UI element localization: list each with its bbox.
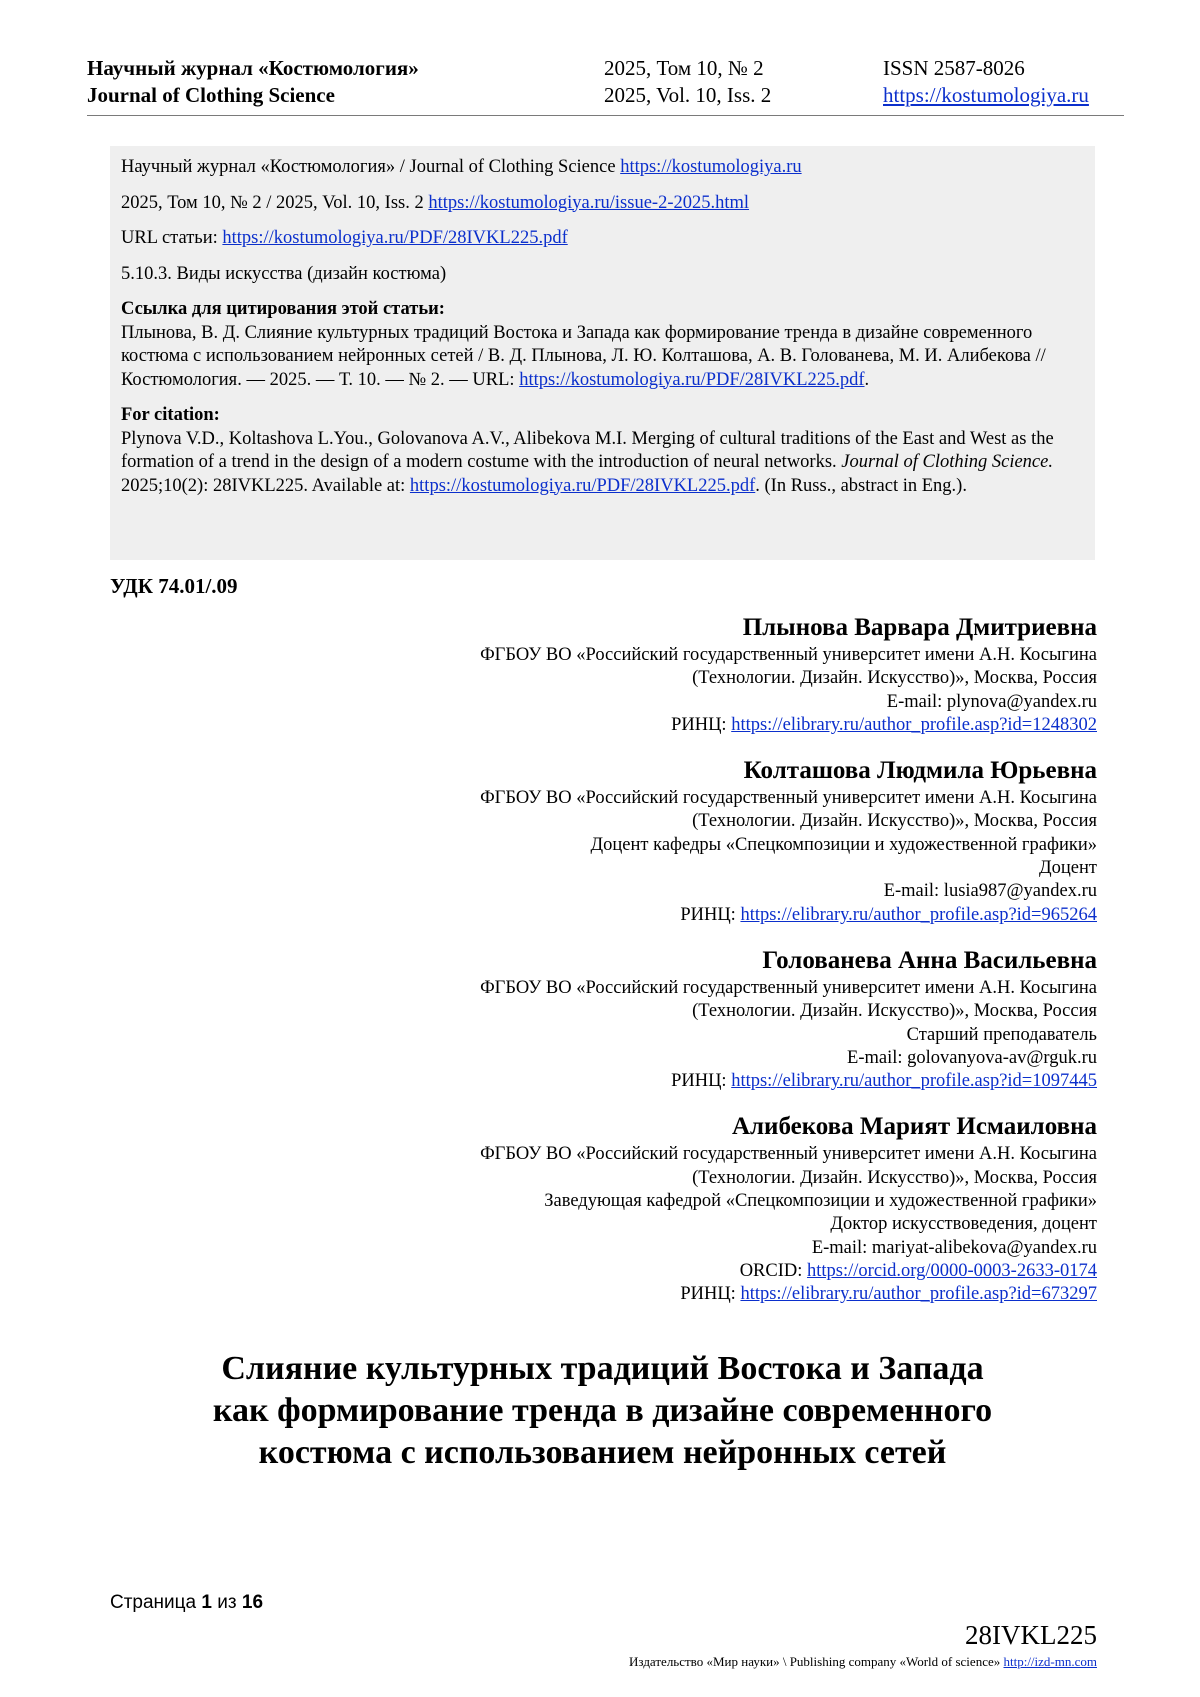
header-site-link[interactable]: https://kostumologiya.ru — [883, 83, 1089, 107]
page-number: Страница 1 из 16 — [110, 1592, 264, 1613]
header-issn-block — [883, 55, 1089, 109]
author-name: Голованева Анна Васильевна — [762, 946, 1097, 974]
author-affiliation-city: (Технологии. Дизайн. Искусство)», Москва, Россия — [692, 811, 1097, 832]
author-rank: Доцент — [1039, 858, 1097, 879]
author-email: E-mail: lusia987@yandex.ru — [883, 881, 1097, 902]
author-orcid-link[interactable]: https://orcid.org/0000-0003-2633-0174 — [807, 1260, 1097, 1281]
author-rinc-link[interactable]: https://elibrary.ru/author_profile.asp?id=673297 — [740, 1284, 1097, 1305]
header-issue-en: 2025, Vol. 10, Iss. 2 — [604, 83, 772, 107]
info-journal-link[interactable]: https://kostumologiya.ru — [620, 157, 802, 177]
article-title-line: как формирование тренда в дизайне современного — [212, 1392, 993, 1429]
author-email: E-mail: mariyat-alibekova@yandex.ru — [811, 1237, 1097, 1258]
author-affiliation: ФГБОУ ВО «Российский государственный университет имени А.Н. Косыгина — [480, 645, 1097, 665]
info-issue-link[interactable]: https://kostumologiya.ru/issue-2-2025.html — [428, 192, 750, 213]
header-issn: ISSN 2587-8026 — [883, 56, 1025, 80]
author-rinc-link[interactable]: https://elibrary.ru/author_profile.asp?id=965264 — [740, 904, 1097, 925]
author-card — [197, 612, 1097, 737]
author-affiliation-city: (Технологии. Дизайн. Искусство)», Москва, Россия — [692, 668, 1097, 689]
author-rank: Доктор искусствоведения, доцент — [830, 1214, 1097, 1235]
author-rinc: РИНЦ: https://elibrary.ru/author_profile.asp?id=1248302 — [671, 714, 1097, 735]
author-affiliation-city: (Технологии. Дизайн. Искусство)», Москва, Россия — [692, 1167, 1097, 1188]
header-issue — [604, 55, 771, 109]
citation-ru: Ссылка для цитирования этой статьи: Плынова, В. Д. Слияние культурных традиций Востока и Запада как формирование тренда в дизайне современного костюма с использованием нейронных сетей / В. Д. Плынова, Л. Ю. Колташова, А. В. Голованева, М. И. Алибекова // Костюмология. — 2025. — Т. 10. — № 2. — URL: https://kostumologiya.ru/PDF/28IVKL225.pdf. — [121, 299, 1046, 390]
author-card — [197, 1111, 1097, 1306]
publisher-line: Издательство «Мир науки» \ Publishing company «World of science» http://izd-mn.com — [629, 1654, 1097, 1669]
author-orcid: ORCID: https://orcid.org/0000-0003-2633-0174 — [739, 1260, 1097, 1281]
author-email: E-mail: golovanyova-av@rguk.ru — [847, 1047, 1097, 1068]
author-rinc-link[interactable]: https://elibrary.ru/author_profile.asp?id=1097445 — [731, 1071, 1097, 1092]
author-name: Колташова Людмила Юрьевна — [743, 757, 1097, 785]
author-card — [197, 945, 1097, 1093]
info-specialty-line: 5.10.3. Виды искусства (дизайн костюма) — [121, 263, 447, 284]
citation-ru-link[interactable]: https://kostumologiya.ru/PDF/28IVKL225.pdf — [519, 369, 865, 390]
citation-info-box — [110, 146, 1095, 560]
citation-en-link[interactable]: https://kostumologiya.ru/PDF/28IVKL225.pdf — [409, 475, 756, 496]
article-title — [110, 1348, 1095, 1474]
author-rinc: РИНЦ: https://elibrary.ru/author_profile.asp?id=673297 — [680, 1284, 1097, 1305]
info-issue-line: 2025, Том 10, № 2 / 2025, Vol. 10, Iss. 2 https://kostumologiya.ru/issue-2-2025.html — [121, 192, 750, 213]
citation-en-journal: Journal of Clothing Science. — [841, 452, 1053, 472]
header-issue-ru: 2025, Том 10, № 2 — [604, 56, 764, 80]
authors-block — [197, 612, 1097, 1325]
udk-code: УДК 74.01/.09 — [110, 574, 238, 598]
citation-en-heading: For citation: — [121, 405, 220, 425]
info-article-link[interactable]: https://kostumologiya.ru/PDF/28IVKL225.pdf — [222, 228, 568, 248]
author-affiliation: ФГБОУ ВО «Российский государственный университет имени А.Н. Косыгина — [480, 788, 1097, 809]
author-card — [197, 755, 1097, 927]
author-position: Доцент кафедры «Спецкомпозиции и художественной графики» — [590, 834, 1097, 855]
author-name: Алибекова Марият Исмаиловна — [731, 1113, 1097, 1141]
citation-en-text: Plynova V.D., Koltashova L.You., Golovanova A.V., Alibekova M.I. Merging of cultural traditions of the East and West as the formation of a trend in the design of a modern costume with the introduction of neural networks. — [121, 428, 1054, 472]
author-rinc: РИНЦ: https://elibrary.ru/author_profile.asp?id=965264 — [680, 904, 1097, 925]
author-position: Заведующая кафедрой «Спецкомпозиции и художественной графики» — [544, 1191, 1097, 1212]
author-affiliation: ФГБОУ ВО «Российский государственный университет имени А.Н. Косыгина — [480, 977, 1097, 998]
author-name: Плынова Варвара Дмитриевна — [742, 614, 1097, 641]
author-affiliation: ФГБОУ ВО «Российский государственный университет имени А.Н. Косыгина — [480, 1144, 1097, 1165]
header-journal — [87, 55, 419, 109]
author-rinc-link[interactable]: https://elibrary.ru/author_profile.asp?id=1248302 — [731, 714, 1097, 735]
citation-ru-heading: Ссылка для цитирования этой статьи: — [121, 299, 445, 319]
header-journal-en: Journal of Clothing Science — [87, 83, 335, 107]
article-code: 28IVKL225 — [965, 1620, 1097, 1650]
running-header — [87, 55, 1124, 116]
header-journal-ru: Научный журнал «Костюмология» — [87, 56, 419, 80]
citation-ru-text: Плынова, В. Д. Слияние культурных традиций Востока и Запада как формирование тренда в дизайне современного костюма с использованием нейронных сетей / В. Д. Плынова, Л. Ю. Колташова, А. В. Голованева, М. И. Алибекова // Костюмология. — 2025. — Т. 10. — № 2. — URL: — [121, 322, 1046, 390]
info-url-line: URL статьи: https://kostumologiya.ru/PDF/28IVKL225.pdf — [121, 228, 568, 248]
author-affiliation-city: (Технологии. Дизайн. Искусство)», Москва, Россия — [692, 1001, 1097, 1022]
author-email: E-mail: plynova@yandex.ru — [886, 691, 1097, 712]
article-title-line: Слияние культурных традиций Востока и Запада — [221, 1350, 984, 1387]
citation-en: For citation: Plynova V.D., Koltashova L.You., Golovanova A.V., Alibekova M.I. Merging of cultural traditions of the East and West as the formation of a trend in the design of a modern costume with the introduction of neural networks. Journal of Clothing Science. 2025;10(2): 28IVKL225. Available at: https://kostumologiya.ru/PDF/28IVKL225.pdf. (In Russ., abstract in Eng.). — [121, 405, 1054, 496]
author-position: Старший преподаватель — [906, 1024, 1097, 1045]
publisher-link[interactable]: http://izd-mn.com — [1003, 1654, 1097, 1669]
article-title-line: костюма с использованием нейронных сетей — [258, 1434, 947, 1471]
info-journal-line: Научный журнал «Костюмология» / Journal of Clothing Science https://kostumologiya.ru — [121, 157, 802, 177]
author-rinc: РИНЦ: https://elibrary.ru/author_profile.asp?id=1097445 — [671, 1071, 1097, 1092]
